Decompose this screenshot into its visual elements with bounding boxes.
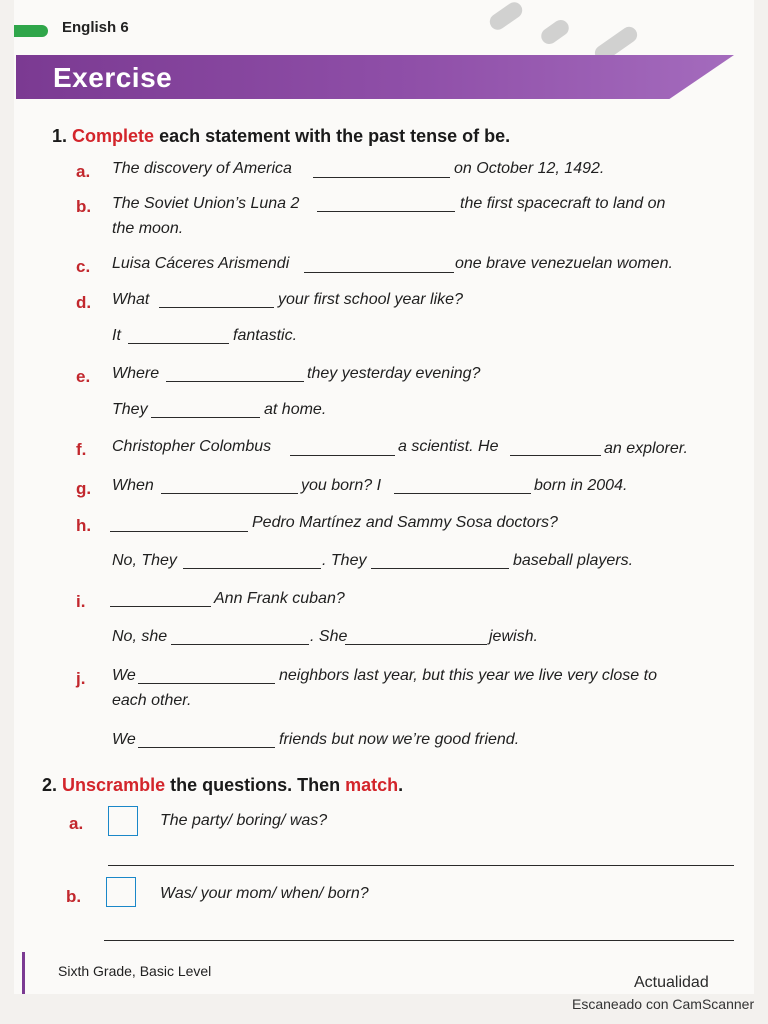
item-text: No, she [112, 628, 168, 645]
item-text: one brave venezuelan women. [455, 255, 673, 272]
item-letter: c. [76, 257, 91, 276]
item-text: Was/ your mom/ when/ born? [160, 885, 369, 902]
item-letter: e. [76, 367, 91, 386]
publisher-brand: Actualidad [634, 974, 709, 991]
item-text: born in 2004. [534, 477, 628, 494]
item-text: the first spacecraft to land on [460, 195, 666, 212]
item-letter: b. [76, 197, 92, 216]
item-letter: f. [76, 440, 87, 459]
item-text: the moon. [112, 220, 184, 237]
answer-blank[interactable] [110, 606, 211, 607]
answer-blank[interactable] [159, 307, 274, 308]
item-letter: b. [66, 887, 82, 906]
answer-blank[interactable] [510, 455, 601, 456]
instruction-keyword: Unscramble [62, 775, 166, 795]
item-text: Christopher Colombus [112, 438, 272, 455]
item-text: each other. [112, 692, 192, 709]
scanner-watermark: Escaneado con CamScanner [572, 996, 755, 1012]
answer-blank[interactable] [394, 493, 531, 494]
header-tab-marker [14, 25, 48, 37]
answer-blank[interactable] [371, 568, 509, 569]
item-text: they yesterday evening? [307, 365, 481, 382]
item-text: jewish. [489, 628, 538, 645]
item-text: They [112, 401, 148, 418]
item-letter: j. [76, 669, 86, 688]
item-letter: i. [76, 592, 86, 611]
match-box[interactable] [108, 806, 138, 836]
answer-blank[interactable] [290, 455, 395, 456]
answer-blank[interactable] [138, 683, 275, 684]
item-text: The Soviet Union’s Luna 2 [112, 195, 300, 212]
instruction-text: the questions. Then [170, 775, 341, 795]
item-text: Luisa Cáceres Arismendi [112, 255, 290, 272]
item-text: Pedro Martínez and Sammy Sosa doctors? [252, 514, 558, 531]
instruction-text: . [398, 775, 404, 795]
item-text: baseball players. [513, 552, 634, 569]
answer-blank[interactable] [345, 644, 487, 645]
item-text: an explorer. [604, 440, 688, 457]
item-text: you born? I [301, 477, 382, 494]
item-text: We [112, 731, 136, 748]
item-text: at home. [264, 401, 327, 418]
answer-blank[interactable] [161, 493, 298, 494]
item-letter: a. [76, 162, 91, 181]
exercise-title: Exercise [53, 62, 173, 93]
answer-blank[interactable] [128, 343, 229, 344]
item-text: a scientist. He [398, 438, 499, 455]
answer-blank[interactable] [304, 272, 454, 273]
item-text: friends but now we’re good friend. [279, 731, 520, 748]
workbook-page [14, 0, 754, 994]
item-text: your first school year like? [278, 291, 463, 308]
item-text: neighbors last year, but this year we live very close to [279, 667, 657, 684]
grade-level-label: Sixth Grade, Basic Level [58, 963, 212, 979]
answer-blank[interactable] [166, 381, 304, 382]
instruction-keyword: Complete [72, 126, 155, 146]
answer-blank[interactable] [171, 644, 309, 645]
answer-line[interactable] [108, 865, 734, 866]
footer-marker [22, 952, 25, 994]
answer-line[interactable] [104, 940, 734, 941]
answer-blank[interactable] [138, 747, 275, 748]
question-number: 2. [42, 775, 58, 795]
answer-blank[interactable] [317, 211, 455, 212]
item-text: We [112, 667, 136, 684]
item-text: What [112, 291, 150, 308]
item-text: The discovery of America [112, 160, 292, 177]
answer-blank[interactable] [151, 417, 260, 418]
item-text: fantastic. [233, 327, 298, 344]
answer-blank[interactable] [183, 568, 321, 569]
answer-blank[interactable] [313, 177, 450, 178]
item-text: . She [310, 628, 348, 645]
item-letter: g. [76, 479, 92, 498]
item-text: on October 12, 1492. [454, 160, 605, 177]
item-text: It [112, 327, 121, 344]
item-text: The party/ boring/ was? [160, 812, 328, 829]
item-letter: d. [76, 293, 92, 312]
instruction-text: each statement with the past tense of be. [159, 126, 511, 146]
item-text: Where [112, 365, 160, 382]
match-box[interactable] [106, 877, 136, 907]
answer-blank[interactable] [110, 531, 248, 532]
item-text: Ann Frank cuban? [214, 590, 345, 607]
question-2-heading [42, 775, 403, 796]
item-letter: h. [76, 516, 92, 535]
question-number: 1. [52, 126, 68, 146]
subject-label: English 6 [62, 19, 129, 36]
item-text: . They [322, 552, 367, 569]
item-letter: a. [69, 814, 84, 833]
question-1-heading [52, 126, 510, 147]
instruction-keyword: match [345, 775, 399, 795]
item-text: When [112, 477, 154, 494]
item-text: No, They [112, 552, 177, 569]
